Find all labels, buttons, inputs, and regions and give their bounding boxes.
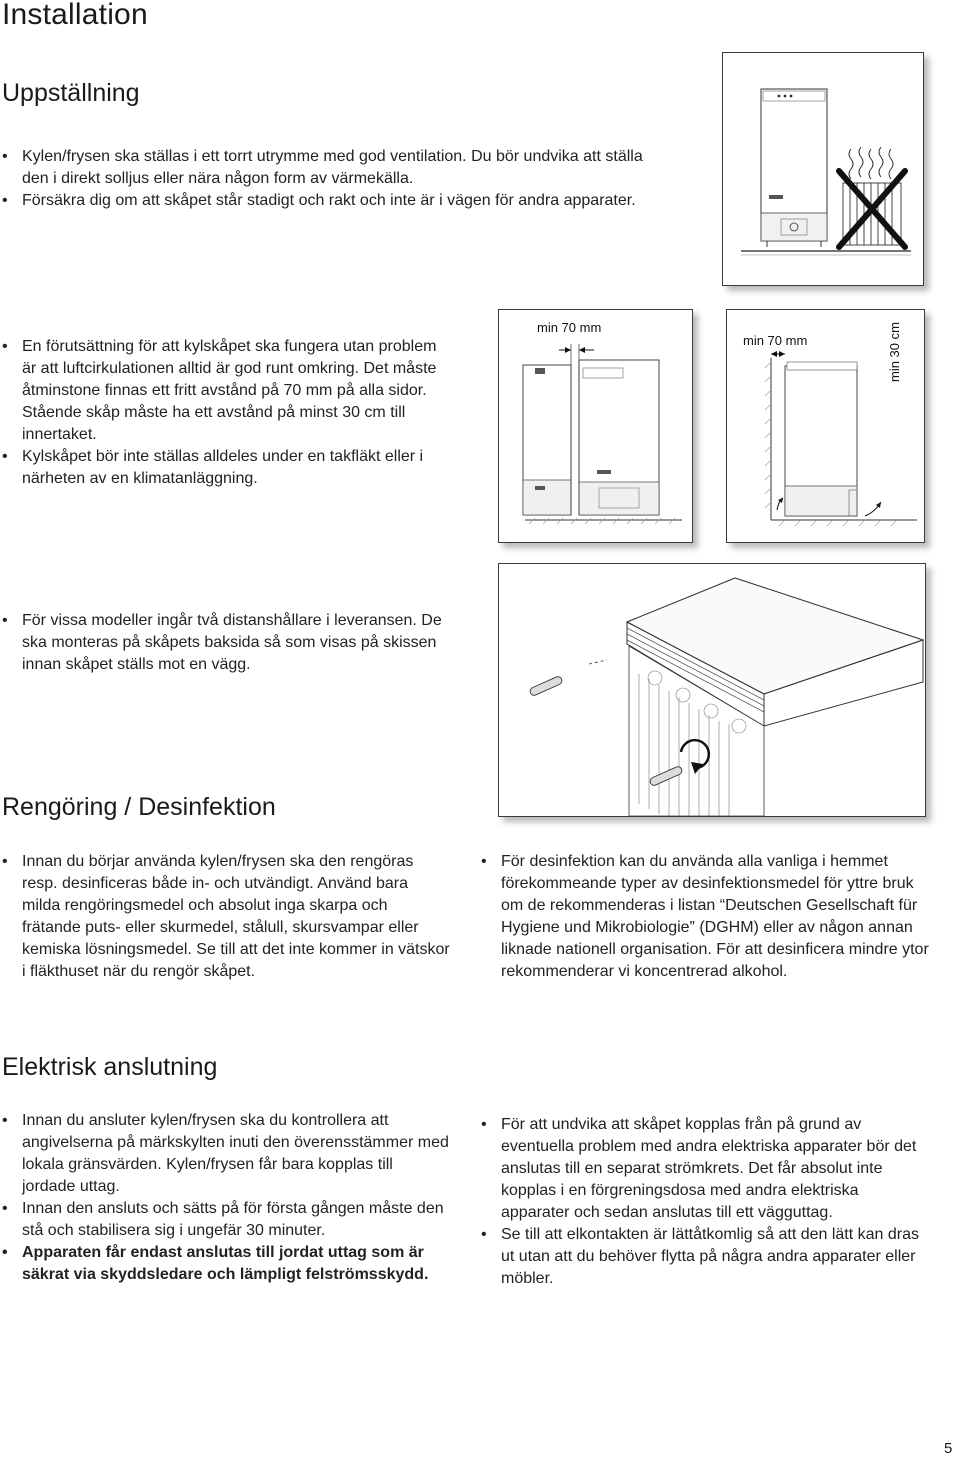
fridge-radiator-illustration — [723, 53, 923, 285]
electrical-bullets-right — [479, 1114, 929, 1290]
placement-bullets-2 — [0, 336, 455, 490]
clearance-side-illustration — [727, 310, 924, 542]
electrical-bullets-left — [0, 1110, 450, 1286]
clearance-front-label: min 70 mm — [537, 320, 602, 335]
list-item: • Försäkra dig om att skåpet står stadigt och rakt och inte är i vägen för andra apparater. — [0, 190, 650, 212]
list-item-warning: • Apparaten får endast anslutas till jordat uttag som är säkrat via skyddsledare och lämpligt felströmsskydd. — [0, 1242, 450, 1286]
list-item: • För desinfektion kan du använda alla vanliga i hemmet förekommeande typer av desinfektionsmedel för yttre bruk om de rekommenderas i listan “Deutschen Gesellschaft für Hygiene und Mikrobiologie” (DGHM) eller av någon annan liknade nationell organisation. För att desinficera mindre ytor rekommenderar vi koncentrerad alkohol. — [479, 851, 929, 983]
spacer-mounting-illustration — [499, 564, 925, 816]
list-item: • Kylskåpet bör inte ställas alldeles under en takfläkt eller i närheten av en klimatanläggning. — [0, 446, 455, 490]
page-title: Installation — [2, 0, 148, 31]
list-item: • För att undvika att skåpet kopplas från på grund av eventuella problem med andra elektriska apparater bör det anslutas till en separat strömkrets. Det får absolut inte kopplas i en förgreningsdosa med andra elektriska apparater och sedan anslutas till ett vägguttag. — [479, 1114, 929, 1224]
figure-spacer-mounting — [498, 563, 926, 817]
clearance-top-label: min 30 cm — [887, 322, 902, 382]
list-item: • En förutsättning för att kylskåpet ska fungera utan problem är att luftcirkulationen alltid är god runt omkring. Det måste åtminstone finnas ett fritt avstånd på 70 mm på alla sidor. Stående skåp måste ha ett avstånd på minst 30 cm till innertaket. — [0, 336, 455, 446]
list-item: • Innan du börjar använda kylen/frysen ska den rengöras resp. desinficeras både in- och utvändigt. Använd bara milda rengöringsmedel och absolut inga skarpa och frätande puts- eller skurmedel, stålull, skursvampar eller kemiska lösningsmedel. Se till att det inte kommer in vätskor i fläkthuset när du rengör skåpet. — [0, 851, 450, 983]
placement-bullets-1 — [0, 146, 650, 212]
cleaning-bullets-left — [0, 851, 450, 983]
section-title-electrical: Elektrisk anslutning — [2, 1053, 218, 1081]
list-item: • Se till att elkontakten är lättåtkomlig så att den lätt kan dras ut utan att du behöver flytta på några andra apparater eller möbler. — [479, 1224, 929, 1290]
figure-clearance-front — [498, 309, 693, 543]
list-item: • Kylen/frysen ska ställas i ett torrt utrymme med god ventilation. Du bör undvika att ställa den i direkt solljus eller nära någon form av värmekälla. — [0, 146, 650, 190]
cleaning-bullets-right — [479, 851, 929, 983]
clearance-front-illustration — [499, 310, 692, 542]
placement-bullets-3 — [0, 610, 455, 676]
section-title-placement: Uppställning — [2, 79, 140, 107]
page-number: 5 — [944, 1440, 953, 1457]
list-item: • Innan du ansluter kylen/frysen ska du kontrollera att angivelserna på märkskylten inuti den överensstämmer med lokala gränsvärden. Kylen/frysen får bara kopplas till jordade uttag. — [0, 1110, 450, 1198]
section-title-cleaning: Rengöring / Desinfektion — [2, 793, 276, 821]
list-item: • För vissa modeller ingår två distanshållare i leveransen. De ska monteras på skåpets baksida så som visas på skissen innan skåpet ställs mot en vägg. — [0, 610, 455, 676]
clearance-side-label: min 70 mm — [743, 333, 808, 348]
figure-clearance-side — [726, 309, 925, 543]
figure-no-heat-source — [722, 52, 924, 286]
list-item: • Innan den ansluts och sätts på för första gången måste den stå och stabilisera sig i ungefär 30 minuter. — [0, 1198, 450, 1242]
